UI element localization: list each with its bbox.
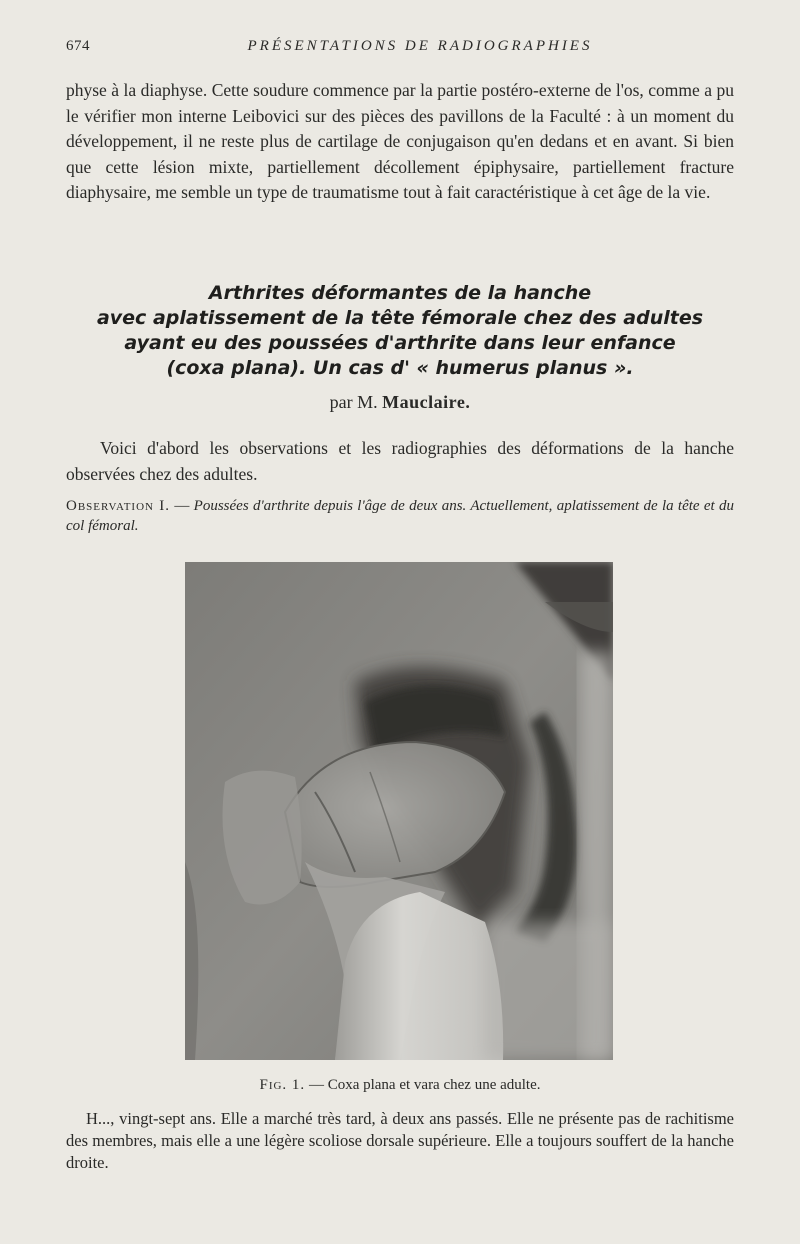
observation-dash: — [170, 498, 194, 514]
title-line-3: ayant eu des poussées d'arthrite dans leur enfance [124, 332, 676, 354]
title-line-1: Arthrites déformantes de la hanche [208, 282, 592, 304]
title-subtitle: Un cas d' « humerus planus ». [306, 357, 634, 379]
body-paragraph-continuation: physe à la diaphyse. Cette soudure commence par la partie postéro-externe de l'os, comme a pu le vérifier mon interne Leibovici sur des pièces des pavillons de la Faculté : à un moment du développement, il ne reste plus de cartilage de conjugaison qu'en dedans et en avant. Si bien que cette lésion mixte, partiellement décollement épiphysaire, partiellement fracture diaphysaire, me semble un type de traumatisme tout à fait caractéristique à cet âge de la vie. [66, 80, 734, 203]
title-line-4 [66, 356, 734, 381]
author-name: Mauclaire. [382, 392, 471, 412]
radiograph-image [185, 562, 613, 1060]
figure-label: Fig. 1. [259, 1077, 306, 1093]
observation-text: Poussées d'arthrite depuis l'âge de deux ans. Actuellement, aplatissement de la tête et du col fémoral. [66, 498, 735, 534]
article-title [66, 281, 734, 381]
radiograph-figure [185, 562, 613, 1060]
observation-label: Observation I. [66, 498, 171, 514]
intro-paragraph: Voici d'abord les observations et les radiographies des déformations de la hanche observées chez des adultes. [66, 438, 734, 484]
title-paren: (coxa plana). [166, 357, 307, 379]
observation-heading [66, 496, 734, 536]
case-paragraph: H..., vingt-sept ans. Elle a marché très tard, à deux ans passés. Elle ne présente pas de rachitisme des membres, mais elle a une légère scoliose dorsale supérieure. Elle a toujours souffert de la hanche droite. [66, 1109, 734, 1172]
byline-prefix: par M. [329, 392, 378, 412]
page-number: 674 [66, 38, 90, 54]
running-header [66, 38, 734, 58]
byline [66, 392, 734, 413]
figure-caption [66, 1077, 734, 1094]
figure-caption-text: — Coxa plana et vara chez une adulte. [305, 1077, 541, 1093]
running-title: PRÉSENTATIONS DE RADIOGRAPHIES [247, 38, 593, 54]
title-line-2: avec aplatissement de la tête fémorale chez des adultes [96, 307, 704, 329]
